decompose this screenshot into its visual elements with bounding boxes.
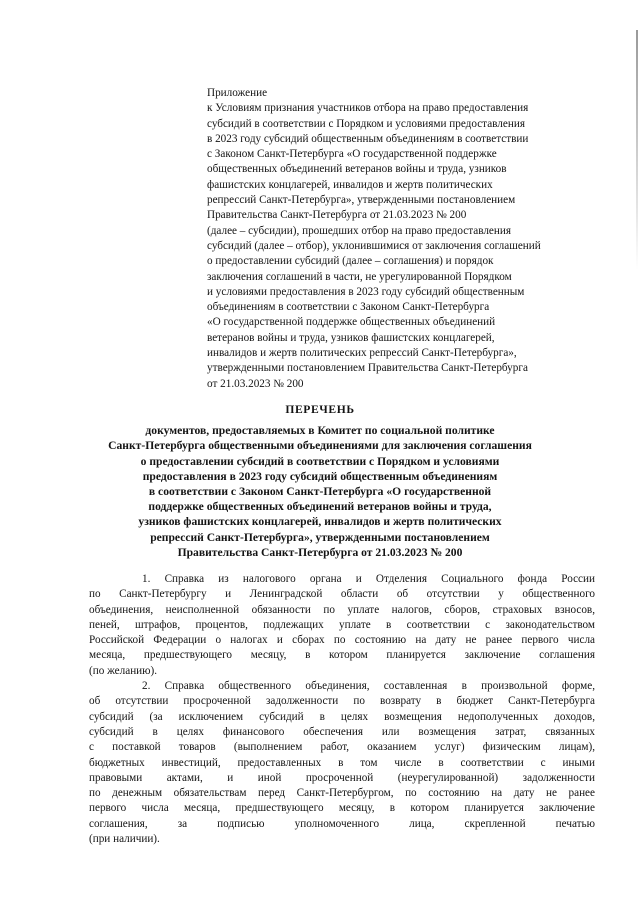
paragraph-line: 2. Справка общественного объединения, составленная в произвольной форме, — [142, 680, 595, 693]
paragraph-line: месяца, предшествующего месяцу, в котором планируется заключение соглашения — [89, 649, 595, 662]
appendix-line: к Условиям признания участников отбора на право предоставления — [207, 102, 529, 115]
title-line: поддержке общественных объединений ветеранов войны и труда, — [148, 500, 492, 514]
title-line: Правительства Санкт-Петербурга от 21.03.2023 № 200 — [177, 545, 463, 559]
paragraph-line: правовыми актами, и иной просроченной (неурегулированной) задолженности — [89, 771, 595, 784]
appendix-line: с Законом Санкт-Петербурга «О государственной поддержке — [207, 148, 497, 161]
title-line: в соответствии с Законом Санкт-Петербурга «О государственной — [148, 485, 492, 499]
document-title — [0, 402, 640, 560]
paragraph-line: соглашения, за подписью уполномоченного лица, скрепленной печатью — [89, 817, 595, 830]
paragraph-line: 1. Справка из налогового органа и Отделения Социального фонда России — [142, 573, 595, 585]
appendix-line: Правительства Санкт-Петербурга от 21.03.2023 № 200 — [207, 209, 467, 222]
appendix-line: от 21.03.2023 № 200 — [207, 377, 304, 390]
appendix-line: субсидий в соответствии с Порядком и условиями предоставления — [207, 117, 525, 130]
paragraph-line: субсидий (за исключением субсидий в целях возмещения недополученных доходов, — [89, 710, 595, 723]
appendix-line: (далее – субсидии), прошедших отбор на право предоставления — [207, 224, 511, 237]
paragraph-line: по денежным обязательствам перед Санкт-Петербургом, по состоянию на дату не ранее — [89, 787, 595, 800]
title-line: репрессий Санкт-Петербурга», утвержденными постановлением — [150, 530, 490, 544]
appendix-line: в 2023 году субсидий общественным объединениям в соответствии — [207, 132, 529, 145]
title-line: узников фашистских концлагерей, инвалидов и жертв политических — [138, 515, 502, 529]
title-line: предоставления в 2023 году субсидий общественным объединениям — [142, 469, 498, 483]
paragraph-line: бюджетных инвестиций, предоставленных в том числе в соответствии с иными — [89, 756, 595, 769]
appendix-line: заключения соглашений в части, не урегулированной Порядком — [207, 270, 512, 283]
paragraph-line: Российской Федерации о налогах и сборах по состоянию на дату не ранее первого числа — [89, 634, 595, 647]
paragraph-line: с поставкой товаров (выполнением работ, оказанием услуг) физическим лицам), — [89, 741, 595, 754]
paragraph-line: объединения, неисполненной обязанности по уплате налогов, сборов, страховых взносов, — [89, 603, 595, 616]
paragraph-line: первого числа месяца, предшествующего месяцу, в котором планируется заключение — [89, 802, 595, 815]
appendix-line: утвержденными постановлением Правительства Санкт-Петербурга — [207, 362, 528, 375]
document-body — [89, 572, 595, 847]
appendix-block — [207, 86, 602, 392]
title-line: Санкт-Петербурга общественными объединениями для заключения соглашения — [108, 439, 532, 453]
paragraph-line: об отсутствии просроченной задолженности по возврату в бюджет Санкт-Петербурга — [89, 695, 595, 708]
appendix-line: общественных объединений ветеранов войны и труда, узников — [207, 163, 507, 176]
paragraph-line: субсидий в целях финансового обеспечения или возмещения затрат, связанных — [89, 725, 595, 738]
paragraph-line: пеней, штрафов, процентов, подлежащих уплате в соответствии с законодательством — [89, 618, 595, 631]
paragraph-line: по Санкт-Петербургу и Ленинградской области об отсутствии у общественного — [89, 588, 595, 601]
appendix-line: Приложение — [207, 87, 268, 99]
appendix-line: фашистских концлагерей, инвалидов и жертв политических — [207, 178, 493, 191]
list-item — [89, 679, 595, 847]
title-line: о предоставлении субсидий в соответствии с Порядком и условиями — [140, 454, 500, 468]
appendix-line: и условиями предоставления в 2023 году субсидий общественным — [207, 285, 525, 298]
appendix-line: «О государственной поддержке общественных объединений — [207, 316, 496, 329]
title-heading: ПЕРЕЧЕНЬ — [285, 403, 355, 416]
appendix-line: инвалидов и жертв политических репрессий Санкт-Петербурга», — [207, 347, 517, 360]
list-item — [89, 572, 595, 679]
scan-edge-shadow — [636, 30, 638, 270]
paragraph-line: (по желанию). — [89, 664, 158, 677]
title-line: документов, предоставляемых в Комитет по социальной политике — [145, 424, 495, 438]
appendix-line: ветеранов войны и труда, узников фашистских концлагерей, — [207, 331, 495, 344]
appendix-line: субсидий (далее – отбор), уклонившимися от заключения соглашений — [207, 239, 541, 252]
paragraph-line: (при наличии). — [89, 833, 160, 846]
appendix-line: репрессий Санкт-Петербурга», утвержденными постановлением — [207, 194, 516, 207]
appendix-line: объединениям в соответствии с Законом Санкт-Петербурга — [207, 301, 490, 314]
appendix-line: о предоставлении субсидий (далее – соглашения) и порядок — [207, 255, 494, 268]
